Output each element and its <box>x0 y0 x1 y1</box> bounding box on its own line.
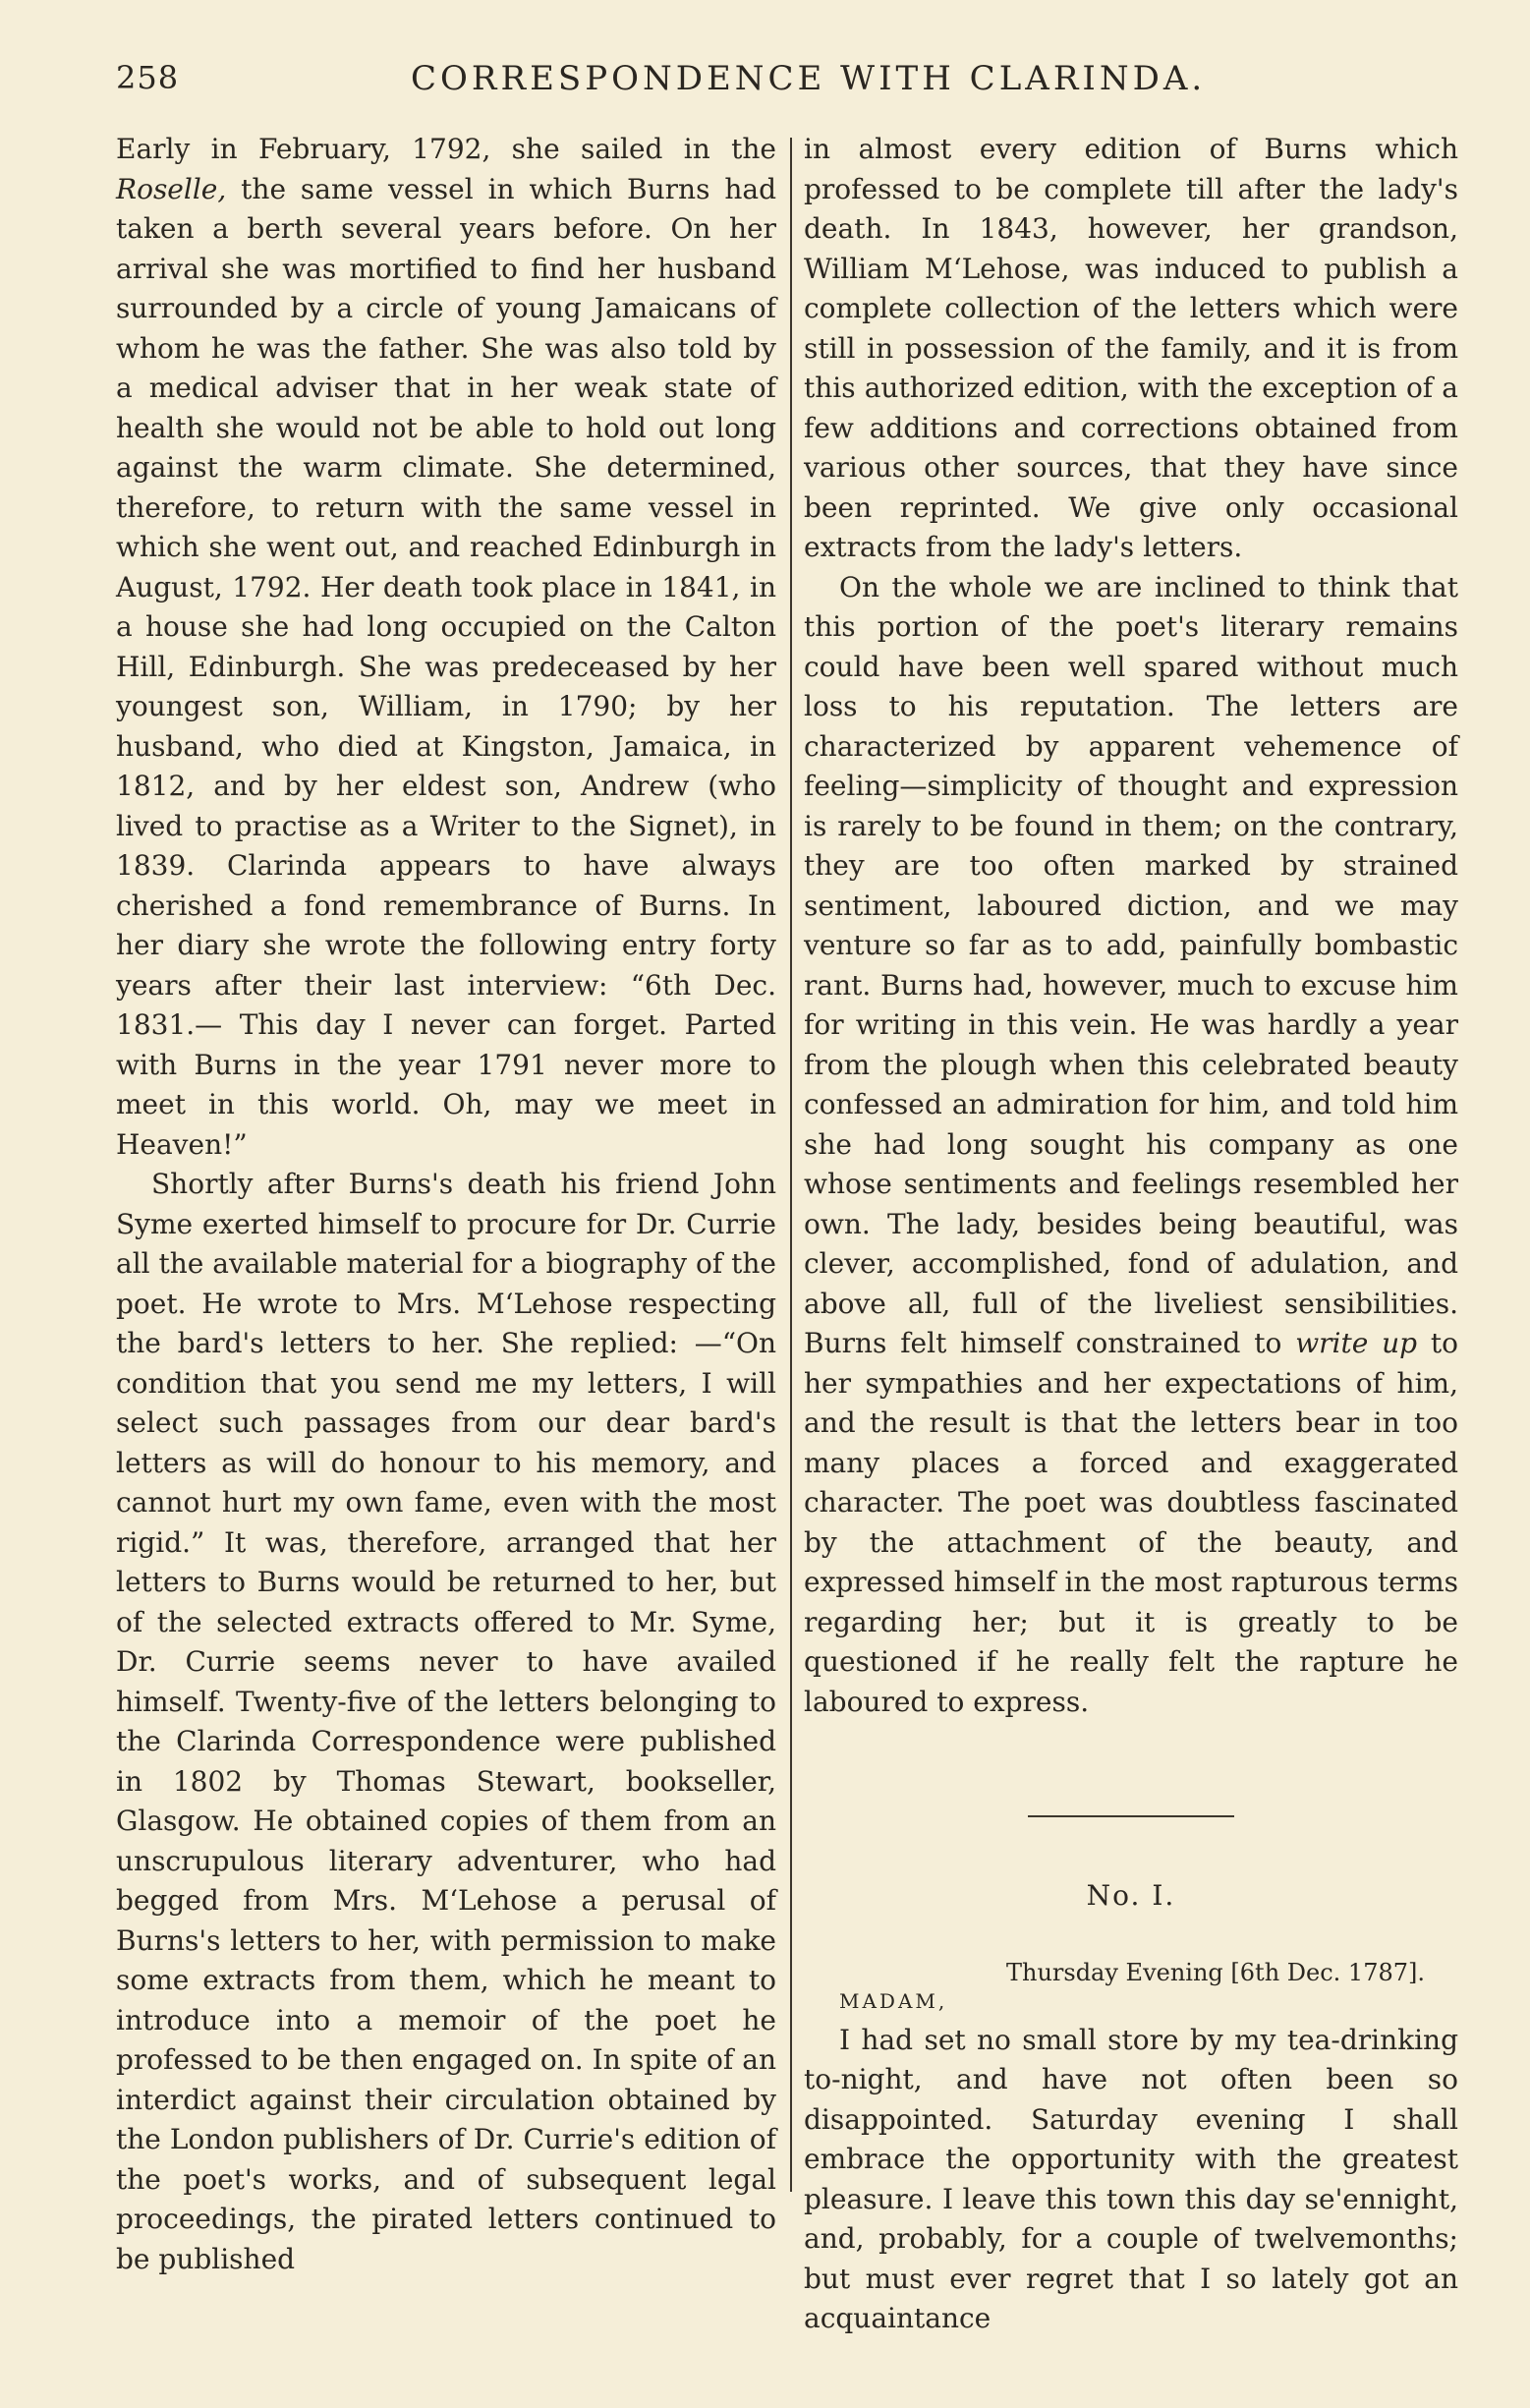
page-header <box>116 59 1464 118</box>
paragraph: Early in February, 1792, she sailed in the Roselle, the same vessel in which Burns had taken a berth several years before. On her arrival she was mortified to find her husband surrounded by a circle of young Jamaicans of whom he was the father. She was also told by a medical adviser that in her weak state of health she would not be able to hold out long against the warm climate. She determined, therefore, to return with the same vessel in which she went out, and reached Edinburgh in August, 1792. Her death took place in 1841, in a house she had long occupied on the Calton Hill, Edinburgh. She was predeceased by her youngest son, William, in 1790; by her husband, who died at Kingston, Jamaica, in 1812, and by her eldest son, Andrew (who lived to practise as a Writer to the Signet), in 1839. Clarinda appears to have always cherished a fond remembrance of Burns. In her diary she wrote the following entry forty years after their last interview: “6th Dec. 1831.— This day I never can forget. Parted with Burns in the year 1791 never more to meet in this world. Oh, may we meet in Heaven!” <box>116 133 776 1161</box>
column-divider <box>790 138 792 2192</box>
paragraph: in almost every edition of Burns which professed to be complete till after the lady's death. In 1843, however, her grandson, William M‘Lehose, was induced to publish a complete collection of the letters which were still in possession of the family, and it is from this authorized edition, with the exception of a few additions and corrections obtained from various other sources, that they have since been reprinted. We give only occasional extracts from the lady's letters. <box>804 133 1458 563</box>
right-column <box>804 130 1458 2339</box>
ship-name: Roselle, <box>116 172 227 205</box>
letter-dateline: Thursday Evening [6th Dec. 1787]. <box>1005 1958 1425 1986</box>
letter-number: No. I. <box>1086 1879 1176 1912</box>
letter-body: I had set no small store by my tea-drinking to-night, and have not often been so disappointed. Saturday evening I shall embrace the opportunity with the greatest pleasure. I leave this town this day se'ennight, and, probably, for a couple of twelvemonths; but must ever regret that I so lately got an acquaintance <box>804 2023 1458 2334</box>
italic-phrase: write up <box>1295 1327 1418 1359</box>
page-number: 258 <box>116 59 180 96</box>
running-head: CORRESPONDENCE WITH CLARINDA. <box>411 59 1207 98</box>
letter-salutation: MADAM, <box>839 1988 948 2013</box>
paragraph: Shortly after Burns's death his friend John Syme exerted himself to procure for Dr. Currie all the available material for a biography of the poet. He wrote to Mrs. M‘Lehose respecting the bard's letters to her. She replied: —“On condition that you send me my letters, I will select such passages from our dear bard's letters as will do honour to his memory, and cannot hurt my own fame, even with the most rigid.” It was, therefore, arranged that her letters to Burns would be returned to her, but of the selected extracts offered to Mr. Syme, Dr. Currie seems never to have availed himself. Twenty-five of the letters belonging to the Clarinda Correspondence were published in 1802 by Thomas Stewart, bookseller, Glasgow. He obtained copies of them from an unscrupulous literary adventurer, who had begged from Mrs. M‘Lehose a perusal of Burns's letters to her, with permission to make some extracts from them, which he meant to introduce into a memoir of the poet he professed to be then engaged on. In spite of an interdict against their circulation obtained by the London publishers of Dr. Currie's edition of the poet's works, and of subsequent legal proceedings, the pirated letters continued to be published <box>116 1168 776 2275</box>
left-column <box>116 130 776 2279</box>
paragraph: On the whole we are inclined to think that this portion of the poet's literary remains could have been well spared without much loss to his reputation. The letters are characterized by apparent vehemence of feeling—simplicity of thought and expression is rarely to be found in them; on the contrary, they are too often marked by strained sentiment, laboured diction, and we may venture so far as to add, painfully bombastic rant. Burns had, however, much to excuse him for writing in this vein. He was hardly a year from the plough when this celebrated beauty confessed an admiration for him, and told him she had long sought his company as one whose sentiments and feelings resembled her own. The lady, besides being beautiful, was clever, accomplished, fond of adulation, and above all, full of the liveliest sensibilities. Burns felt himself constrained to write up to her sympathies and her expectations of him, and the result is that the letters bear in too many places a forced and exaggerated character. The poet was doubtless fascinated by the attachment of the beauty, and expressed himself in the most rapturous terms regarding her; but it is greatly to be questioned if he really felt the rapture he laboured to express. <box>804 570 1458 1718</box>
section-separator <box>1028 1815 1234 1817</box>
